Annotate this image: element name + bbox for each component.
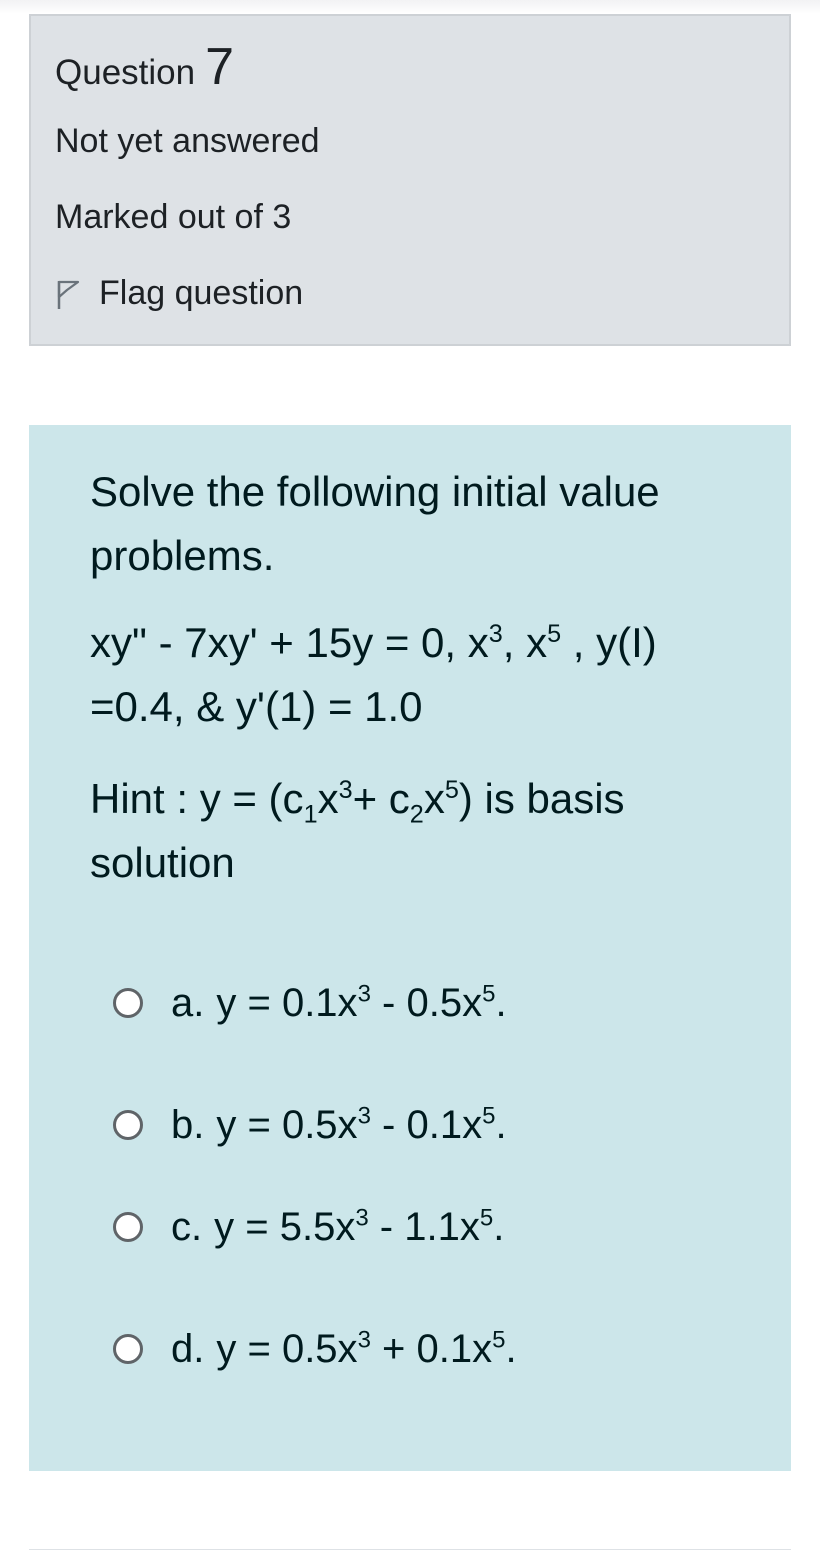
bottom-divider [29,1549,791,1550]
question-info-panel [29,14,791,346]
answer-letter: a. [171,980,205,1025]
radio-button-c[interactable] [113,1212,143,1242]
answer-letter: b. [171,1102,205,1147]
question-equation: xy" - 7xy' + 15y = 0, $x^3$, $x^5$ , y(I) =0.4, & y'(1) = 1.0 [90,619,657,730]
question-number-heading [55,38,234,102]
radio-button-a[interactable] [113,988,143,1018]
answer-option-a[interactable] [113,973,673,1033]
question-content-panel [29,425,791,1471]
top-shadow [0,0,820,14]
answer-letter: d. [171,1326,205,1371]
answer-option-c[interactable] [113,1197,673,1257]
question-instruction: Solve the following initial value problems. [90,468,660,579]
flag-question-button[interactable] [55,274,303,313]
question-number: 7 [205,38,235,96]
question-grade: Marked out of 3 [55,198,292,236]
answer-text: $y = 0.5x^3 - 0.1x^5$. [216,1102,507,1147]
radio-button-b[interactable] [113,1110,143,1140]
question-label: Question [55,53,196,92]
answer-option-d[interactable] [113,1319,673,1379]
answer-letter: c. [171,1204,203,1249]
flag-icon [55,277,81,311]
question-state: Not yet answered [55,122,320,160]
radio-button-d[interactable] [113,1334,143,1364]
question-hint: Hint : $y = (c_1x^3+ c_2x^5)$ is basis solution [90,775,625,886]
answer-text: $y = 0.1x^3 - 0.5x^5$. [216,980,507,1025]
answer-option-b[interactable] [113,1095,673,1155]
answer-text: $y = 5.5x^3 - 1.1x^5$. [214,1204,505,1249]
answer-text: $y = 0.5x^3 + 0.1x^5$. [216,1326,517,1371]
flag-question-label: Flag question [99,274,304,312]
